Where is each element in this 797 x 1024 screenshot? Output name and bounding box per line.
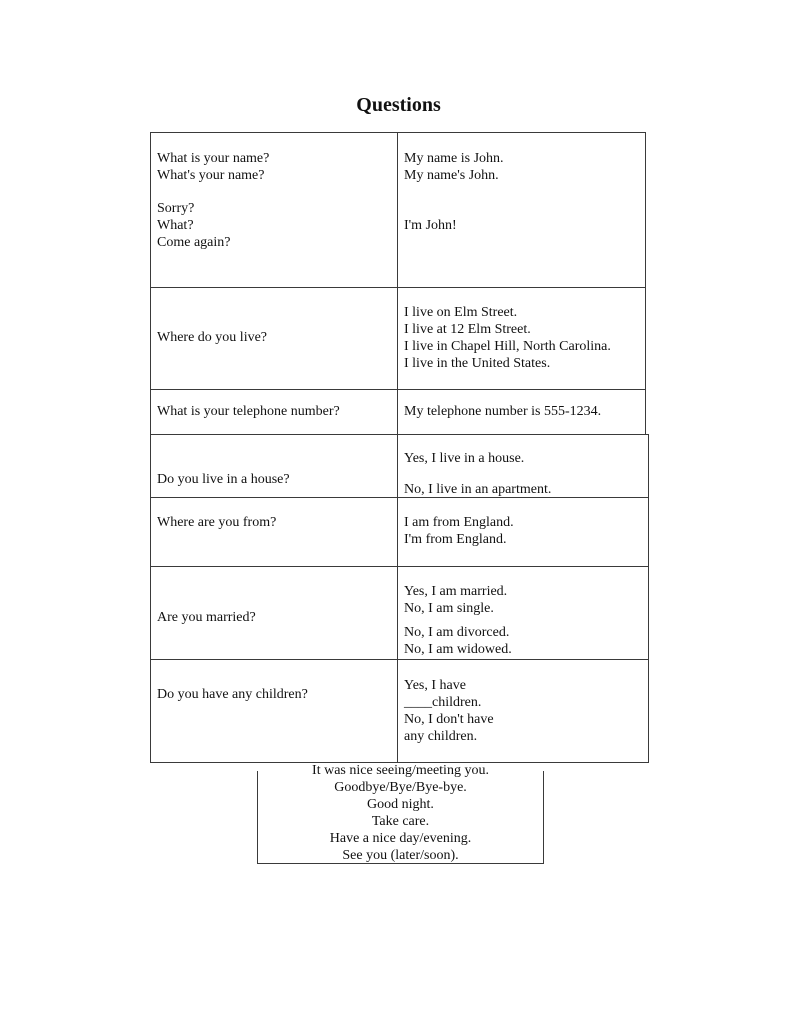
question-cell-children <box>150 659 398 763</box>
answer-text: No, I don't have <box>404 712 494 727</box>
answer-text: No, I am divorced. <box>404 625 510 640</box>
answer-text: My telephone number is 555-1234. <box>404 404 602 419</box>
answer-text: My name is John. <box>404 151 504 166</box>
answer-cell-house <box>398 434 649 498</box>
question-text: Do you live in a house? <box>157 472 290 487</box>
question-cell-name <box>150 132 398 288</box>
question-cell-from <box>150 497 398 567</box>
answer-cell-from <box>398 497 649 567</box>
answer-text: I live in Chapel Hill, North Carolina. <box>404 339 611 354</box>
question-text: What? <box>157 218 194 233</box>
page-title: Questions <box>356 94 441 116</box>
answer-text: I am from England. <box>404 515 514 530</box>
question-cell-live <box>150 287 398 390</box>
question-text: What is your name? <box>157 151 270 166</box>
question-cell-married <box>150 566 398 660</box>
answer-text: No, I am single. <box>404 601 494 616</box>
answer-text: I'm John! <box>404 218 457 233</box>
answer-text: My name's John. <box>404 168 499 183</box>
answer-cell-children <box>398 659 649 763</box>
answer-cell-telephone <box>398 389 646 435</box>
question-text: Where are you from? <box>157 515 277 530</box>
answer-text: ____children. <box>404 695 482 710</box>
question-text: Are you married? <box>157 610 256 625</box>
closing-phrase: It was nice seeing/meeting you. <box>312 763 489 778</box>
answer-cell-married <box>398 566 649 660</box>
question-text: What's your name? <box>157 168 265 183</box>
answer-text: No, I am widowed. <box>404 642 512 657</box>
closing-phrase: See you (later/soon). <box>342 848 459 863</box>
question-cell-telephone <box>150 389 398 435</box>
answer-cell-name <box>398 132 646 288</box>
question-text: Do you have any children? <box>157 687 308 702</box>
answer-text: Yes, I am married. <box>404 584 508 599</box>
answer-text: Yes, I have <box>404 678 466 693</box>
closing-phrase: Good night. <box>367 797 434 812</box>
closing-phrase: Take care. <box>371 814 430 829</box>
answer-text: I live at 12 Elm Street. <box>404 322 531 337</box>
answer-text: Yes, I live in a house. <box>404 451 525 466</box>
closing-phrase: Goodbye/Bye/Bye-bye. <box>334 780 467 795</box>
answer-text: No, I live in an apartment. <box>404 482 552 497</box>
answer-text: I'm from England. <box>404 532 507 547</box>
answer-text: any children. <box>404 729 478 744</box>
closing-phrase: Have a nice day/evening. <box>329 831 472 846</box>
question-text: What is your telephone number? <box>157 404 340 419</box>
question-cell-house <box>150 434 398 498</box>
answer-text: I live in the United States. <box>404 356 551 371</box>
answer-cell-live <box>398 287 646 390</box>
closing-phrases-box <box>257 763 544 864</box>
question-text: Sorry? <box>157 201 195 216</box>
answer-text: I live on Elm Street. <box>404 305 518 320</box>
question-text: Come again? <box>157 235 231 250</box>
question-text: Where do you live? <box>157 330 268 345</box>
